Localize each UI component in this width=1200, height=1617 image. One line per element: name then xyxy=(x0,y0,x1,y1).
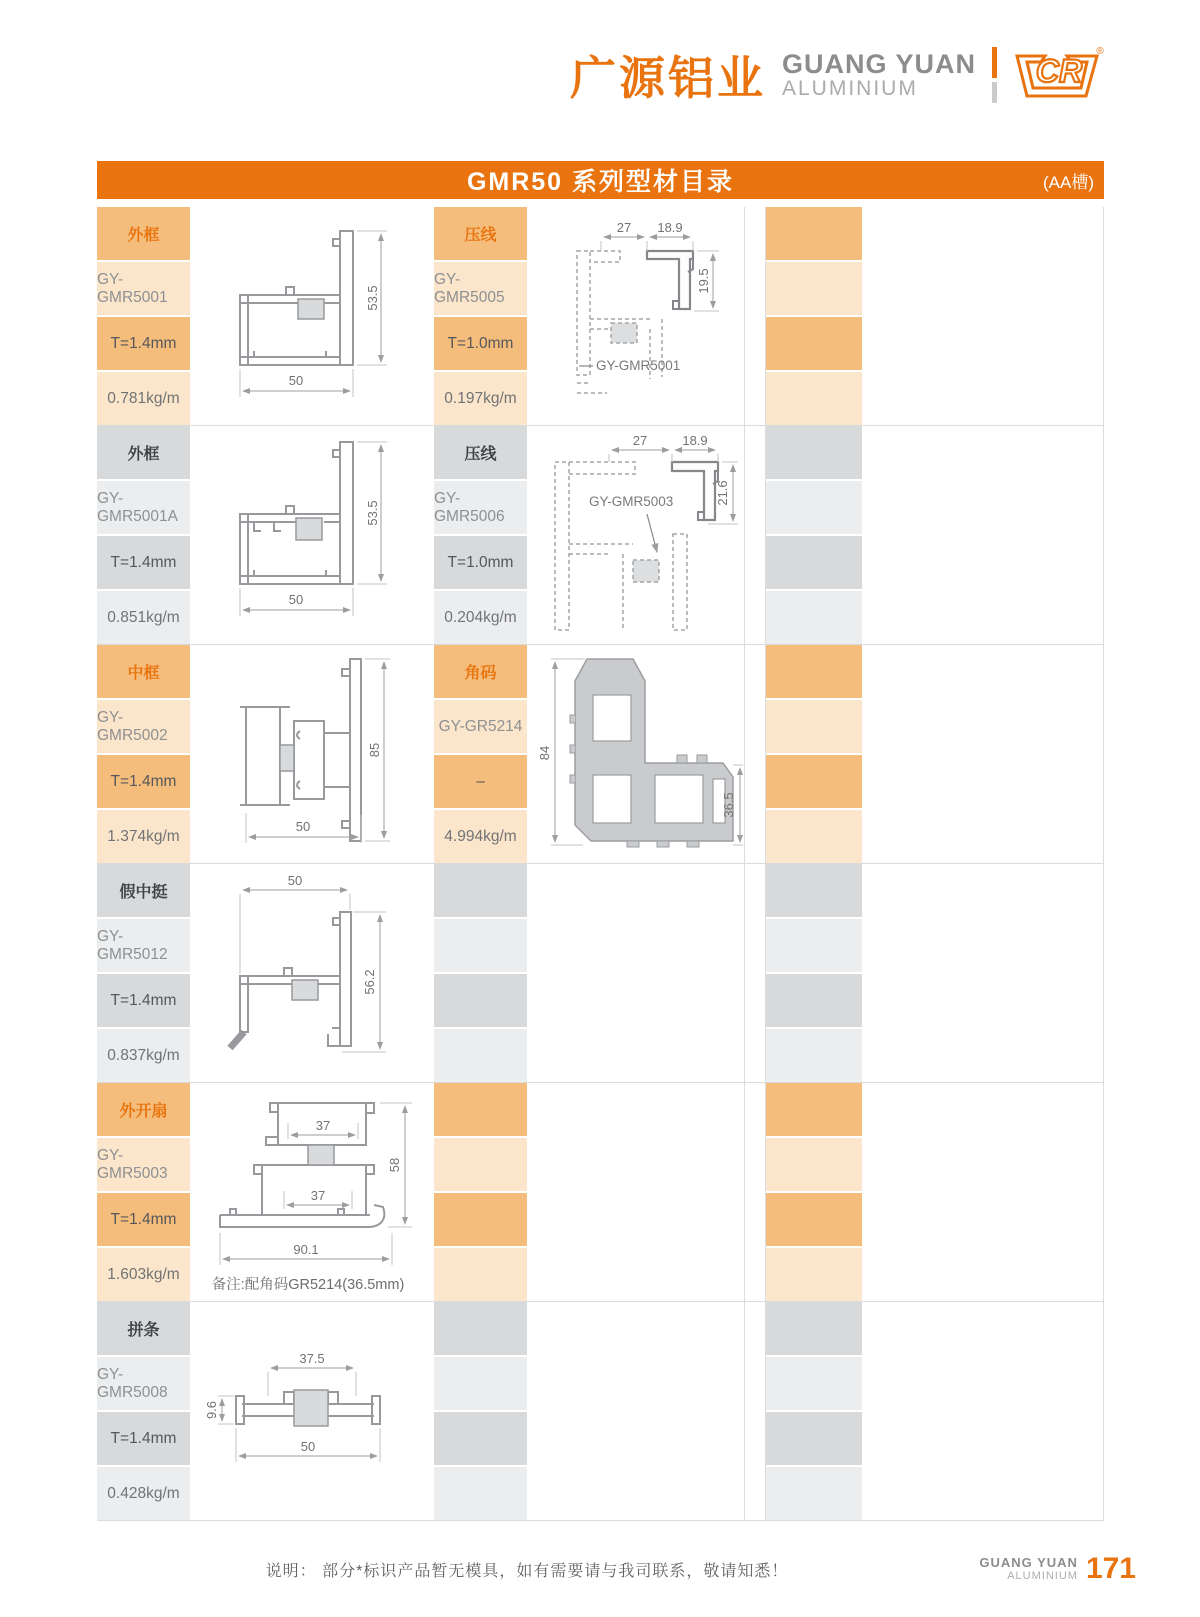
column-gutter xyxy=(426,426,434,644)
empty-drawing-area xyxy=(527,1302,745,1520)
weight-cell: 0.781kg/m xyxy=(97,372,190,425)
weight-cell: 0.428kg/m xyxy=(97,1467,190,1520)
spec-column-empty xyxy=(765,207,862,425)
empty-cell xyxy=(434,1302,527,1355)
empty-cell xyxy=(766,1467,862,1520)
empty-cell xyxy=(766,1138,862,1191)
profile-drawing xyxy=(190,864,426,1082)
spec-column-empty xyxy=(434,1083,527,1301)
weight-cell: 1.603kg/m xyxy=(97,1248,190,1301)
spec-column xyxy=(97,207,190,425)
brand-name-cn: 广源铝业 xyxy=(569,52,766,104)
spec-column xyxy=(434,426,527,644)
column-gutter xyxy=(426,864,434,1082)
empty-cell xyxy=(766,1248,862,1301)
spec-column-empty xyxy=(765,1083,862,1301)
dim-label: 85 xyxy=(367,742,382,758)
spec-column-empty xyxy=(434,1302,527,1520)
spec-column xyxy=(97,1083,190,1301)
footer-brand-en xyxy=(979,1556,1078,1582)
thickness-cell: – xyxy=(434,755,527,808)
table-row xyxy=(97,864,1104,1083)
dim-label: 27 xyxy=(616,220,632,235)
brand-divider xyxy=(992,47,997,103)
column-gutter xyxy=(745,1083,765,1301)
footer-brand-line2: ALUMINIUM xyxy=(1007,1570,1078,1583)
empty-cell xyxy=(766,262,862,315)
empty-cell xyxy=(766,810,862,863)
empty-drawing-area xyxy=(862,426,1104,644)
empty-cell xyxy=(434,1138,527,1191)
column-gutter xyxy=(745,426,765,644)
spec-column-empty xyxy=(765,1302,862,1520)
drawing-note: 备注:配角码GR5214(36.5mm) xyxy=(211,1277,405,1293)
thickness-cell: T=1.4mm xyxy=(97,974,190,1027)
dim-label: 21.6 xyxy=(715,480,730,506)
brand-name-en xyxy=(782,50,976,100)
category-cell: 压线 xyxy=(434,207,527,260)
empty-cell xyxy=(434,1467,527,1520)
dim-label: 50 xyxy=(300,1439,316,1454)
category-cell: 拼条 xyxy=(97,1302,190,1355)
empty-cell xyxy=(766,974,862,1027)
weight-cell: 0.851kg/m xyxy=(97,591,190,644)
empty-cell xyxy=(434,974,527,1027)
column-gutter xyxy=(745,864,765,1082)
table-row xyxy=(97,1302,1104,1521)
dim-label: 9.6 xyxy=(204,1400,219,1420)
dim-label: 53.5 xyxy=(365,500,380,526)
dim-label: 90.1 xyxy=(293,1242,319,1257)
spec-column-empty xyxy=(765,426,862,644)
empty-cell xyxy=(766,1302,862,1355)
empty-drawing-area xyxy=(527,864,745,1082)
dim-label: 50 xyxy=(287,873,303,888)
empty-cell xyxy=(766,700,862,753)
empty-cell xyxy=(766,645,862,698)
empty-drawing-area xyxy=(862,1083,1104,1301)
profile-drawing xyxy=(527,426,745,644)
category-cell: 外开扇 xyxy=(97,1083,190,1136)
thickness-cell: T=1.4mm xyxy=(97,1193,190,1246)
spec-column xyxy=(97,864,190,1082)
dim-label: 37.5 xyxy=(299,1351,325,1366)
empty-cell xyxy=(766,207,862,260)
empty-cell xyxy=(766,317,862,370)
dim-label: 37 xyxy=(315,1118,331,1133)
dim-label: 56.2 xyxy=(362,969,377,995)
spec-column xyxy=(434,207,527,425)
empty-cell xyxy=(434,1357,527,1410)
code-cell: GY-GMR5005 xyxy=(434,262,527,315)
code-cell: GY-GMR5003 xyxy=(97,1138,190,1191)
profile-drawing xyxy=(190,645,426,863)
profile-drawing xyxy=(190,1302,426,1520)
profile-drawing xyxy=(190,1083,426,1301)
dim-label: 19.5 xyxy=(696,268,711,294)
column-gutter xyxy=(426,645,434,863)
empty-cell xyxy=(766,536,862,589)
empty-drawing-area xyxy=(862,645,1104,863)
page-number: 171 xyxy=(1085,1552,1136,1585)
dim-label: 84 xyxy=(537,745,552,761)
footer-disclaimer: 说明： 部分*标识产品暂无模具，如有需要请与我司联系，敬请知悉！ xyxy=(265,1563,789,1580)
spec-column-empty xyxy=(434,864,527,1082)
thickness-cell: T=1.0mm xyxy=(434,536,527,589)
code-cell: GY-GMR5012 xyxy=(97,919,190,972)
column-gutter xyxy=(745,645,765,863)
spec-column xyxy=(434,645,527,863)
logo-cr-text: CR xyxy=(1035,53,1083,89)
category-cell: 外框 xyxy=(97,426,190,479)
empty-cell xyxy=(766,755,862,808)
brand-en-line1: GUANG YUAN xyxy=(781,48,976,79)
reference-profile-label: GY-GMR5001 xyxy=(596,358,681,373)
profile-drawing xyxy=(190,426,426,644)
dim-label: 27 xyxy=(632,433,648,448)
thickness-cell: T=1.4mm xyxy=(97,1412,190,1465)
dim-label: 18.9 xyxy=(682,433,708,448)
empty-cell xyxy=(766,426,862,479)
empty-cell xyxy=(766,1193,862,1246)
empty-cell xyxy=(766,372,862,425)
category-cell: 假中挺 xyxy=(97,864,190,917)
empty-cell xyxy=(434,1193,527,1246)
empty-cell xyxy=(766,1357,862,1410)
code-cell: GY-GMR5008 xyxy=(97,1357,190,1410)
dim-label: 36.5 xyxy=(721,792,736,818)
thickness-cell: T=1.4mm xyxy=(97,317,190,370)
code-cell: GY-GMR5006 xyxy=(434,481,527,534)
catalog-content xyxy=(97,161,1104,1521)
dim-label: 50 xyxy=(295,819,311,834)
empty-cell xyxy=(434,919,527,972)
dim-label: 37 xyxy=(310,1188,326,1203)
column-gutter xyxy=(426,207,434,425)
dim-label: 50 xyxy=(288,592,304,607)
table-row xyxy=(97,1083,1104,1302)
empty-cell xyxy=(766,919,862,972)
code-cell: GY-GMR5002 xyxy=(97,700,190,753)
empty-cell xyxy=(766,1029,862,1082)
thickness-cell: T=1.4mm xyxy=(97,755,190,808)
profile-table xyxy=(97,207,1104,1521)
dim-label: 53.5 xyxy=(365,285,380,311)
spec-column xyxy=(97,426,190,644)
weight-cell: 0.204kg/m xyxy=(434,591,527,644)
code-cell: GY-GMR5001 xyxy=(97,262,190,315)
dim-label: 50 xyxy=(288,373,304,388)
empty-drawing-area xyxy=(862,864,1104,1082)
brand-en-line2: ALUMINIUM xyxy=(781,77,918,101)
footer-brand xyxy=(979,1552,1136,1586)
empty-cell xyxy=(434,1029,527,1082)
thickness-cell: T=1.4mm xyxy=(97,536,190,589)
column-gutter xyxy=(745,1302,765,1520)
company-logo-icon xyxy=(1013,44,1105,106)
weight-cell: 1.374kg/m xyxy=(97,810,190,863)
category-cell: 角码 xyxy=(434,645,527,698)
empty-cell xyxy=(766,591,862,644)
empty-cell xyxy=(766,481,862,534)
reference-profile-label: GY-GMR5003 xyxy=(589,494,674,509)
weight-cell: 0.197kg/m xyxy=(434,372,527,425)
spec-column xyxy=(97,1302,190,1520)
table-row xyxy=(97,207,1104,426)
profile-drawing xyxy=(527,207,745,425)
empty-cell xyxy=(766,864,862,917)
table-row xyxy=(97,645,1104,864)
registered-mark: ® xyxy=(1096,46,1104,57)
groove-tag: (AA槽) xyxy=(1043,172,1094,192)
spec-column-empty xyxy=(765,645,862,863)
category-cell: 压线 xyxy=(434,426,527,479)
empty-cell xyxy=(434,1083,527,1136)
series-title-bar xyxy=(97,161,1104,199)
empty-cell xyxy=(766,1412,862,1465)
dim-label: 18.9 xyxy=(657,220,683,235)
table-row xyxy=(97,426,1104,645)
empty-cell xyxy=(434,864,527,917)
category-cell: 外框 xyxy=(97,207,190,260)
empty-cell xyxy=(434,1248,527,1301)
column-gutter xyxy=(426,1083,434,1301)
profile-drawing xyxy=(190,207,426,425)
weight-cell: 4.994kg/m xyxy=(434,810,527,863)
thickness-cell: T=1.0mm xyxy=(434,317,527,370)
empty-cell xyxy=(434,1412,527,1465)
empty-drawing-area xyxy=(862,1302,1104,1520)
empty-cell xyxy=(766,1083,862,1136)
empty-drawing-area xyxy=(862,207,1104,425)
category-cell: 中框 xyxy=(97,645,190,698)
spec-column xyxy=(97,645,190,863)
footer-brand-line1: GUANG YUAN xyxy=(979,1554,1078,1570)
empty-drawing-area xyxy=(527,1083,745,1301)
column-gutter xyxy=(426,1302,434,1520)
weight-cell: 0.837kg/m xyxy=(97,1029,190,1082)
column-gutter xyxy=(745,207,765,425)
code-cell: GY-GMR5001A xyxy=(97,481,190,534)
header xyxy=(0,42,1105,108)
series-title: GMR50 系列型材目录 xyxy=(466,168,735,196)
spec-column-empty xyxy=(765,864,862,1082)
dim-label: 58 xyxy=(387,1157,402,1173)
corner-bracket-drawing xyxy=(527,645,745,863)
code-cell: GY-GR5214 xyxy=(434,700,527,753)
